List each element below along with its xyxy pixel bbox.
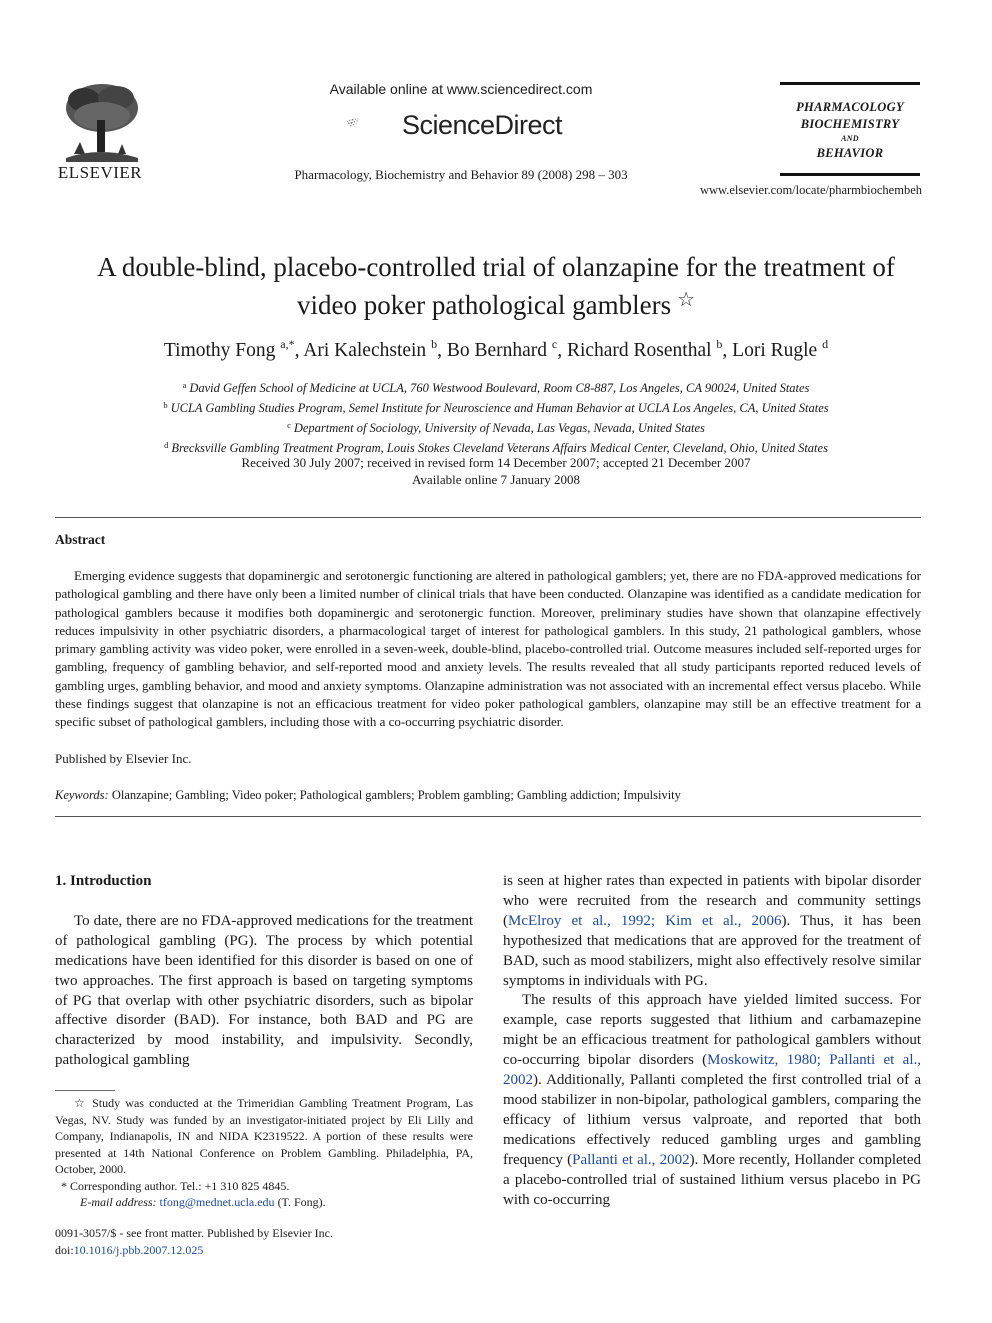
available-online-date: Available online 7 January 2008	[412, 471, 580, 487]
title-line: video poker pathological gamblers	[296, 290, 672, 320]
journal-logo-line: BEHAVIOR	[816, 146, 884, 160]
affiliation-text: David Geffen School of Medicine at UCLA, 760 Westwood Boulevard, Room C8-887, Los Angeles, CA 90024, United States	[189, 381, 810, 395]
keywords-list: Olanzapine; Gambling; Video poker; Pathological gamblers; Problem gambling; Gambling addiction; Impulsivity	[111, 788, 681, 802]
affiliation-text: Brecksville Gambling Treatment Program, Louis Stokes Cleveland Veterans Affairs Medical Center, Cleveland, Ohio, United States	[171, 441, 828, 455]
journal-logo-line: BIOCHEMISTRY	[800, 117, 900, 131]
body-paragraph: The results of this approach have yielded limited success. For example, case reports suggested that lithium and carbamazepine might be an efficacious treatment for pathological gamblers without co-occurring bipolar disorders (Moskowitz, 1980; Pallanti et al., 2002). Additionally, Pallanti completed the first controlled trial of a mood stabilizer in non-bipolar, pathological gamblers, comparing the efficacy of lithium versus valproate, and reported that both medications effectively reduced gambling urges and gambling frequency (Pallanti et al., 2002). More recently, Hollander completed a placebo-controlled trial of sustained lithium versus placebo in PG with co-occurring	[503, 992, 921, 1208]
section-heading: 1. Introduction	[55, 873, 152, 889]
author-affiliation-mark[interactable]: d	[822, 337, 829, 351]
body-column-left	[55, 872, 473, 1071]
affiliation-mark: c	[287, 420, 291, 430]
author-name: Lori Rugle	[732, 340, 818, 361]
journal-logo	[780, 82, 920, 176]
available-online-text: Available online at www.sciencedirect.com	[329, 81, 593, 97]
doi-link[interactable]: 10.1016/j.pbb.2007.12.025	[73, 1242, 204, 1257]
citation-link[interactable]: Pallanti et al., 2002	[572, 1151, 690, 1168]
article-title	[40, 251, 952, 322]
affiliation-mark: b	[163, 400, 168, 410]
body-paragraph: is seen at higher rates than expected in patients with bipolar disorder who were recruited from the research and community settings (McElroy et al., 1992; Kim et al., 2006). Thus, it has been hypothesized that medications that are approved for the treatment of BAD, such as mood stabilizers, might also effectively resolve similar symptoms in individuals with PG.	[503, 873, 921, 989]
affiliation-mark: a	[182, 380, 187, 390]
journal-citation: Pharmacology, Biochemistry and Behavior 89 (2008) 298 – 303	[294, 167, 628, 182]
author-name: Timothy Fong	[163, 340, 276, 361]
author-affiliation-mark[interactable]: a,*	[280, 337, 295, 351]
published-by: Published by Elsevier Inc.	[55, 751, 192, 766]
affiliation	[40, 437, 952, 457]
affiliation	[40, 397, 952, 417]
elsevier-wordmark: ELSEVIER	[57, 163, 143, 182]
keywords-label: Keywords:	[55, 788, 109, 802]
author-affiliation-mark[interactable]: c	[551, 337, 558, 351]
doi-line: doi:10.1016/j.pbb.2007.12.025	[55, 1242, 204, 1257]
email-link[interactable]: tfong@mednet.ucla.edu	[159, 1195, 275, 1209]
author-name: Bo Bernhard	[446, 340, 547, 361]
journal-logo-line: AND	[841, 134, 859, 143]
citation-link[interactable]: McElroy et al., 1992; Kim et al., 2006	[508, 912, 782, 929]
body-paragraph: To date, there are no FDA-approved medications for the treatment of pathological gambling (PG). The process by which potential medications have been identified for this disorder is based on one of two approaches. The first approach is based on targeting symptoms of PG that overlap with other psychiatric disorders, such as bipolar affective disorder (BAD). For instance, both BAD and PG are characterized by mood instability, and impulsivity. Secondly, pathological gambling	[55, 912, 473, 1069]
keywords	[55, 788, 921, 803]
email-footnote: E-mail address: tfong@mednet.ucla.edu (T. Fong).	[80, 1195, 326, 1209]
sciencedirect-logo-text: ScienceDirect	[402, 110, 563, 140]
author-affiliation-mark[interactable]: b	[431, 337, 438, 351]
citation-link[interactable]: Moskowitz, 1980; Pallanti et al., 2002	[503, 1052, 921, 1089]
affiliation-text: Department of Sociology, University of Nevada, Las Vegas, Nevada, United States	[293, 421, 705, 435]
received-dates: Received 30 July 2007; received in revised form 14 December 2007; accepted 21 December 2007	[241, 455, 751, 470]
footnotes	[55, 1095, 473, 1211]
affiliation-mark: d	[164, 440, 169, 450]
body-column-right	[503, 872, 921, 1210]
sciencedirect-dots-icon	[346, 102, 402, 144]
corresponding-author-footnote: * Corresponding author. Tel.: +1 310 825 4845.	[61, 1178, 290, 1193]
abstract-paragraph: Emerging evidence suggests that dopaminergic and serotonergic functioning are altered in pathological gamblers; yet, there are no FDA-approved medications for pathological gambling and there have only been a limited number of clinical trials that have been conducted. Olanzapine was identified as a candidate medication for pathological gamblers because it modifies both dopaminergic and serotonergic function. Moreover, preliminary studies have shown that olanzapine effectively reduces impulsivity in other psychiatric disorders, a pharmacological target of interest for pathological gamblers. In this study, 21 pathological gamblers, whose primary gambling activity was video poker, were enrolled in a seven-week, double-blind, placebo-controlled trial. Outcome measures included self-reported urges for gambling, frequency of gambling behavior, and self-reported mood and anxiety levels. The results revealed that all study participants reported reduced levels of gambling urges, gambling behavior, and mood and anxiety symptoms. Olanzapine administration was not associated with an incremental effect versus placebo. While these findings suggest that olanzapine is not an efficacious treatment for video poker pathological gamblers, olanzapine may still be an effective treatment for a specific subset of pathological gamblers, including those with a co-occurring psychiatric disorder.	[55, 568, 921, 730]
footnote-divider	[55, 1090, 115, 1091]
abstract-heading: Abstract	[55, 532, 106, 547]
title-line: A double-blind, placebo-controlled trial of olanzapine for the treatment of	[97, 252, 895, 282]
author-list: Timothy Fong $^{a,*}$, Ari Kalechstein $^b$, Bo Bernhard $^c$, Richard Rosenthal $^b$, Lori Rugle $^d$	[163, 337, 829, 361]
journal-logo-line: PHARMACOLOGY	[796, 100, 904, 114]
abstract-body	[55, 567, 921, 732]
journal-url[interactable]: www.elsevier.com/locate/pharmbiochembeh	[699, 183, 922, 197]
affiliation-text: UCLA Gambling Studies Program, Semel Institute for Neuroscience and Human Behavior at UCLA Los Angeles, CA, United States	[170, 401, 829, 415]
issn-doi-block	[55, 1225, 333, 1258]
divider	[55, 816, 921, 817]
study-footnote: ☆ Study was conducted at the Trimeridian Gambling Treatment Program, Las Vegas, NV. Study was funded by an investigator-initiated project by Eli Lilly and Company, Indianapolis, IN and NIDA K2319522. A portion of these results were presented at 14th National Conference on Problem Gambling. Philadelphia, PA, October, 2000.	[55, 1096, 473, 1176]
author-name: Richard Rosenthal	[566, 340, 712, 361]
affiliation	[40, 417, 952, 437]
issn-line: 0091-3057/$ - see front matter. Published by Elsevier Inc.	[55, 1226, 333, 1240]
title-footnote-star-icon[interactable]: ☆	[677, 289, 696, 311]
divider	[55, 517, 921, 518]
author-affiliation-mark[interactable]: b	[716, 337, 723, 351]
footnote-star-icon: ☆	[74, 1096, 87, 1110]
article-dates	[40, 455, 952, 488]
affiliation-list	[40, 377, 952, 457]
author-name: Ari Kalechstein	[303, 340, 427, 361]
affiliation	[40, 377, 952, 397]
